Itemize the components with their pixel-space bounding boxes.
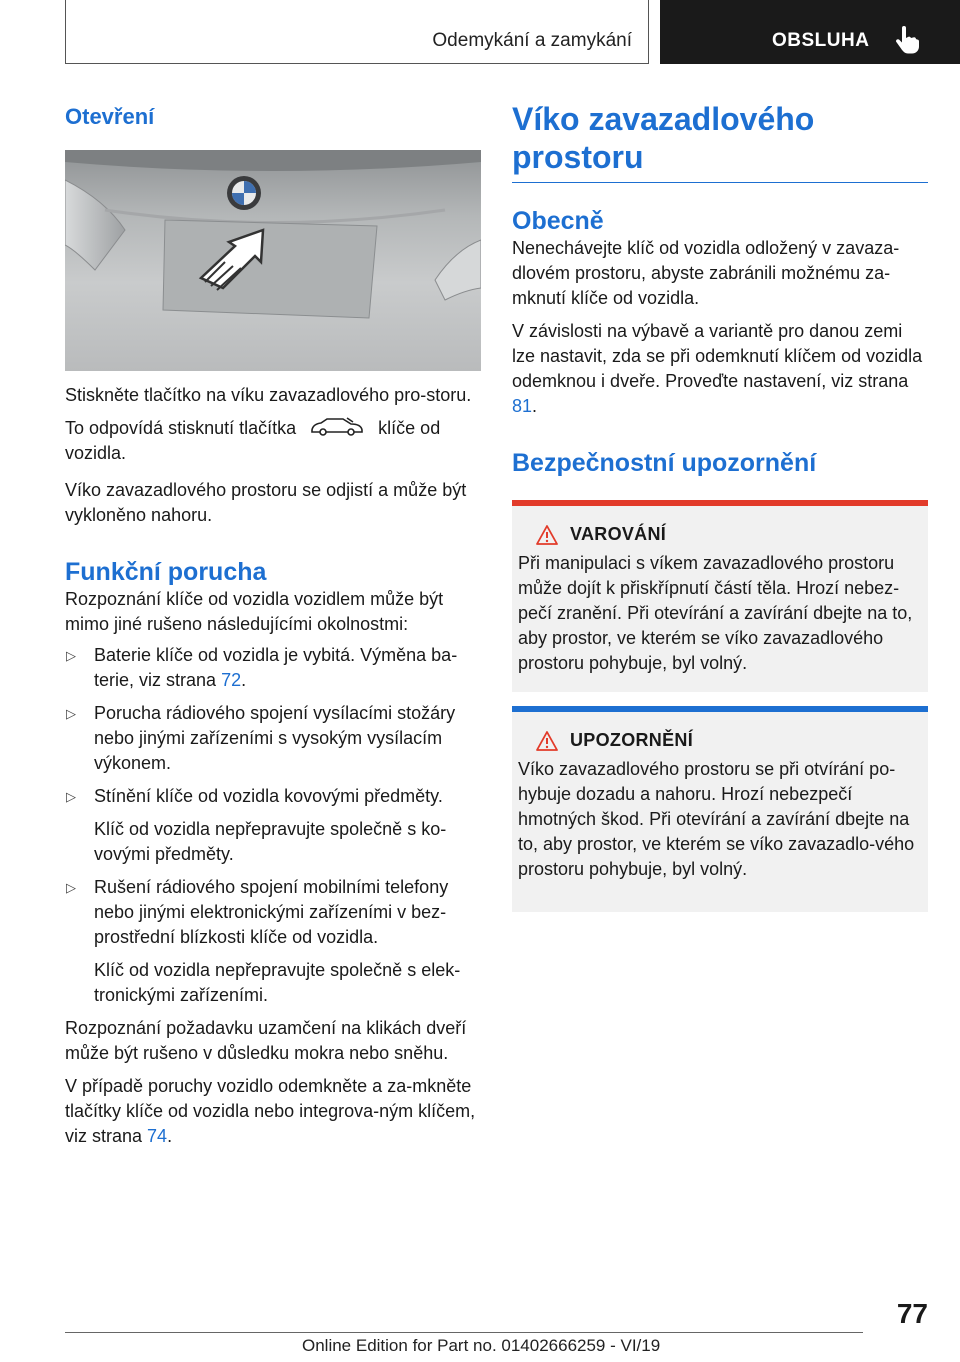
page-link[interactable]: 74 — [147, 1126, 168, 1146]
fault-list — [65, 643, 483, 1008]
footer-edition: Online Edition for Part no. 01402666259 - VI/19 — [302, 1336, 661, 1355]
para-lock-request: Rozpoznání požadavku uzamčení na klikách dveří může být rušeno v důsledku mokra nebo sněhu. — [65, 1018, 467, 1063]
footer-divider — [65, 1332, 863, 1333]
para-general-2: V závislosti na výbavě a variantě pro danou zemi lze nastavit, zda se při odemknutí klíčem od vozidla odemknou i dveře. Proveďte nastavení, viz strana 81. — [512, 321, 923, 416]
main-title: Víko zavazadlového prostoru — [512, 100, 928, 183]
notice-text: Víko zavazadlového prostoru se při otvírání po‐hybuje dozadu a nahoru. Hrozí nebezpečí hmotných škod. Při otevírání a zavírání dbejte na to, aby prostor, ve kterém se víko zavazadlo‐vého prostoru pohybuje, byl volný. — [518, 759, 915, 879]
warning-triangle-icon — [536, 731, 558, 751]
trunk-arrow-icon — [65, 150, 481, 371]
hand-pointer-icon — [894, 26, 920, 54]
page-link[interactable]: 81 — [512, 396, 533, 416]
heading-general: Obecně — [512, 207, 604, 235]
heading-safety: Bezpečnostní upozornění — [512, 449, 817, 477]
list-item: ▷ Stínění klíče od vozidla kovovými předměty. Klíč od vozidla nepřepravujte společně s ko‐vovými předměty. — [66, 786, 447, 864]
heading-fault: Funkční porucha — [65, 558, 267, 586]
triangle-bullet-icon: ▷ — [66, 789, 76, 804]
para-key-equivalent — [65, 416, 483, 466]
triangle-bullet-icon: ▷ — [66, 880, 76, 895]
trunk-photo — [65, 150, 481, 371]
header-chapter-title: OBSLUHA — [772, 30, 870, 51]
triangle-bullet-icon: ▷ — [66, 648, 76, 663]
para-general-1: Nenechávejte klíč od vozidla odložený v zavaza‐dlovém prostoru, abyste zabránili možnému za‐mknutí klíče od vozidla. — [512, 238, 900, 308]
right-column — [512, 100, 928, 912]
notice-box — [512, 706, 928, 912]
warning-title: VAROVÁNÍ — [518, 524, 920, 545]
para-key-before: To odpovídá stisknutí tlačítka — [65, 418, 297, 438]
para-key-after: klíče od vozidla. — [65, 418, 441, 463]
header-section-title: Odemykání a zamykání — [432, 30, 632, 51]
warning-triangle-icon — [536, 525, 558, 545]
list-item: ▷ Rušení rádiového spojení mobilními telefony nebo jinými elektronickými zařízeními v bez‐prostřední blízkosti klíče od vozidla. Klíč od vozidla nepřepravujte společně s elek‐tronickými zařízeními. — [66, 877, 461, 1005]
page-link[interactable]: 72 — [221, 670, 242, 690]
heading-open: Otevření — [65, 104, 155, 129]
triangle-bullet-icon: ▷ — [66, 706, 76, 721]
header-chapter-box — [660, 0, 960, 64]
warning-box — [512, 500, 928, 692]
para-fault-case: V případě poruchy vozidlo odemkněte a za‐mkněte tlačítky klíče od vozidla nebo integrova‐ným klíčem, viz strana 74. — [65, 1076, 476, 1146]
list-item: ▷ Porucha rádiového spojení vysílacími stožáry nebo jinými zařízeními s vysokým vysílacím výkonem. — [66, 703, 456, 773]
car-key-icon — [309, 416, 365, 438]
left-column — [65, 100, 483, 1149]
page-number: 77 — [896, 1298, 928, 1329]
header-section-box — [65, 0, 649, 64]
warning-text: Při manipulaci s víkem zavazadlového prostoru může dojít k přiskřípnutí částí těla. Hrozí nebez‐pečí zranění. Při otevírání a zavírání dbejte na to, aby prostor, ve kterém se víko zavazadlového prostoru pohybuje, byl volný. — [518, 553, 913, 673]
list-item: ▷ Baterie klíče od vozidla je vybitá. Výměna ba‐terie, viz strana 72. — [66, 645, 458, 690]
para-lid-unlocks: Víko zavazadlového prostoru se odjistí a může být vykloněno nahoru. — [65, 480, 467, 525]
notice-title: UPOZORNĚNÍ — [518, 730, 920, 751]
para-press-button: Stiskněte tlačítko na víku zavazadlového pro‐storu. — [65, 385, 472, 405]
para-fault-intro: Rozpoznání klíče od vozidla vozidlem může být mimo jiné rušeno následujícími okolnostmi: — [65, 589, 444, 634]
